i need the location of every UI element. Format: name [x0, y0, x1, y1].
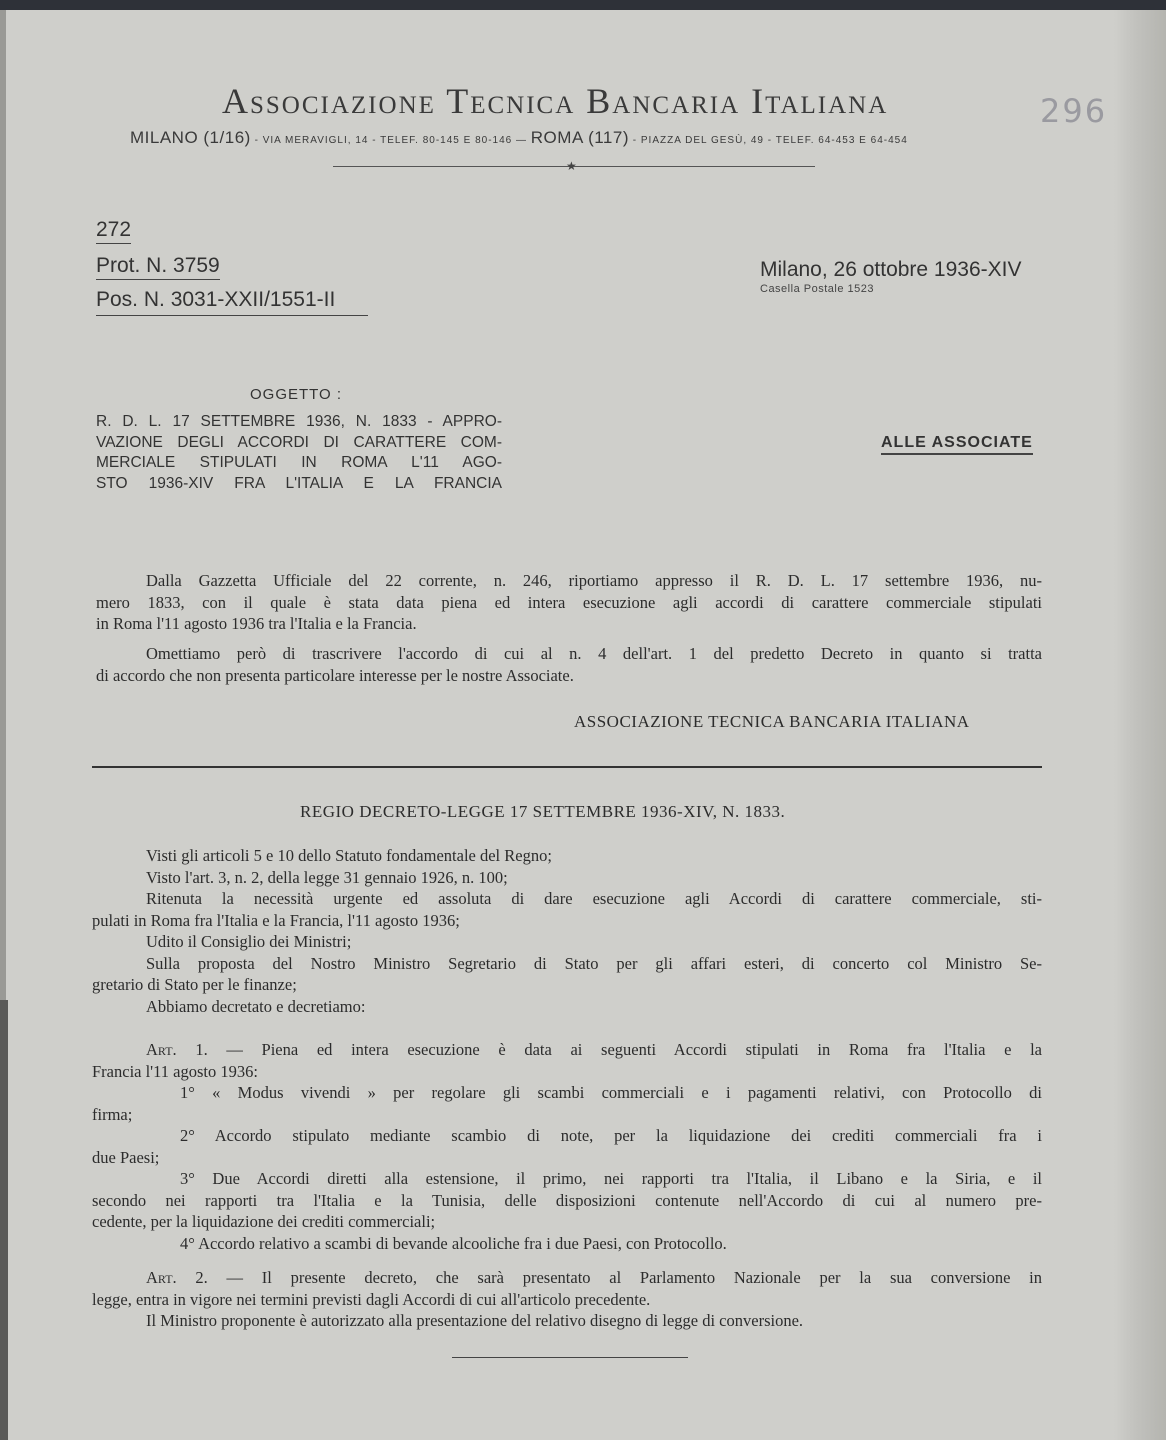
list-item: 3° Due Accordi diretti alla estensione, il primo, nei rapporti tra l'Italia, il Libano e la Siria, e il	[180, 1169, 1042, 1188]
list-item: 1° « Modus vivendi » per regolare gli scambi commerciali e i pagamenti relativi, con Protocollo di	[180, 1083, 1042, 1102]
text-line: due Paesi;	[92, 1147, 160, 1167]
date-line: Milano, 26 ottobre 1936-XIV	[760, 258, 1022, 281]
text-line	[92, 1267, 1042, 1289]
text-line: di accordo che non presenta particolare interesse per le nostre Associate.	[96, 665, 574, 685]
decree-body	[92, 845, 1042, 1017]
text-line: legge, entra in vigore nei termini previsti dagli Accordi di cui all'articolo precedente.	[92, 1289, 651, 1309]
milano-city: MILANO (1/16)	[130, 128, 251, 147]
subject-line: R. D. L. 17 SETTEMBRE 1936, N. 1833 - APPRO-	[96, 413, 502, 430]
scan-top-edge	[0, 0, 1166, 10]
subject-line: VAZIONE DEGLI ACCORDI DI CARATTERE COM-	[96, 433, 502, 451]
text-line: pulati in Roma fra l'Italia e la Francia, l'11 agosto 1936;	[92, 910, 460, 930]
text-line: Omettiamo però di trascrivere l'accordo di cui al n. 4 dell'art. 1 del predetto Decreto in quanto si tratta	[146, 644, 1042, 663]
star-ornament-icon: ★	[566, 159, 577, 173]
text-line: Francia l'11 agosto 1936:	[92, 1061, 258, 1081]
list-item: 4° Accordo relativo a scambi di bevande alcooliche fra i due Paesi, con Protocollo.	[180, 1233, 727, 1253]
list-item: 2° Accordo stipulato mediante scambio di note, per la liquidazione dei crediti commerciali fra i	[180, 1126, 1042, 1145]
text-line: Visti gli articoli 5 e 10 dello Statuto fondamentale del Regno;	[146, 846, 552, 865]
text-line: gretario di Stato per le finanze;	[92, 975, 297, 994]
text-line: Dalla Gazzetta Ufficiale del 22 corrente, n. 246, riportiamo appresso il R. D. L. 17 settembre 1936, nu-	[146, 571, 1042, 590]
po-box: Casella Postale 1523	[760, 283, 874, 295]
article-1-label: Art. 1.	[146, 1040, 208, 1059]
position-number: Pos. N. 3031-XXII/1551-II	[96, 288, 336, 311]
intro-paragraph-2	[96, 643, 1042, 686]
subject-text	[96, 412, 502, 494]
recipient-label: ALLE ASSOCIATE	[881, 434, 1033, 455]
text-line	[92, 1039, 1042, 1061]
intro-paragraph-1	[96, 570, 1042, 635]
letterhead-title: Associazione Tecnica Bancaria Italiana	[222, 81, 889, 121]
subject-line: MERCIALE STIPULATI IN ROMA L'11 AGO-	[96, 454, 502, 471]
closing-divider	[452, 1357, 688, 1358]
section-divider	[92, 766, 1042, 768]
milano-address: - VIA MERAVIGLI, 14 - TELEF. 80-145 E 80-146 —	[250, 135, 531, 146]
decree-title: REGIO DECRETO-LEGGE 17 SETTEMBRE 1936-XIV, N. 1833.	[300, 802, 786, 821]
text-line: cedente, per la liquidazione dei crediti commerciali;	[92, 1212, 436, 1231]
article-1	[92, 1039, 1042, 1254]
roma-city: ROMA (117)	[530, 128, 629, 147]
article-2	[92, 1267, 1042, 1332]
handwritten-page-number: 296	[1040, 92, 1108, 130]
reference-number: 272	[96, 218, 131, 244]
text-line: Udito il Consiglio dei Ministri;	[146, 932, 352, 951]
article-2-text: — Il presente decreto, che sarà presentato al Parlamento Nazionale per la sua conversione in	[207, 1268, 1042, 1287]
protocol-number: Prot. N. 3759	[96, 254, 220, 280]
signature: ASSOCIAZIONE TECNICA BANCARIA ITALIANA	[574, 712, 970, 731]
article-2-label: Art. 2.	[146, 1268, 208, 1287]
text-line: Il Ministro proponente è autorizzato alla presentazione del relativo disegno di legge di conversione.	[146, 1311, 804, 1330]
text-line: Sulla proposta del Nostro Ministro Segretario di Stato per gli affari esteri, di concerto col Ministro Se-	[146, 953, 1042, 973]
text-line: firma;	[92, 1104, 133, 1124]
text-line: mero 1833, con il quale è stata data piena ed intera esecuzione agli accordi di carattere commerciale stipulati	[96, 592, 1042, 612]
subject-line: STO 1936-XIV FRA L'ITALIA E LA FRANCIA	[96, 474, 502, 492]
text-line: secondo nei rapporti tra l'Italia e la Tunisia, delle disposizioni contenute nell'Accordo di cui al numero pre-	[92, 1190, 1042, 1210]
subject-heading: OGGETTO :	[250, 386, 343, 403]
roma-address: - PIAZZA DEL GESÙ, 49 - TELEF. 64-453 E 64-454	[629, 135, 908, 146]
letterhead-address	[130, 128, 908, 148]
binding-edge	[0, 1000, 8, 1440]
text-line: Visto l'art. 3, n. 2, della legge 31 gennaio 1926, n. 100;	[146, 867, 508, 887]
text-line: in Roma l'11 agosto 1936 tra l'Italia e la Francia.	[96, 614, 417, 633]
position-underline	[96, 315, 368, 316]
article-1-text: — Piena ed intera esecuzione è data ai seguenti Accordi stipulati in Roma fra l'Italia e la	[207, 1040, 1042, 1059]
text-line: Abbiamo decretato e decretiamo:	[146, 996, 366, 1016]
page-right-edge-shadow	[1114, 10, 1166, 1440]
text-line: Ritenuta la necessità urgente ed assoluta di dare esecuzione agli Accordi di carattere commerciale, sti-	[146, 889, 1042, 908]
